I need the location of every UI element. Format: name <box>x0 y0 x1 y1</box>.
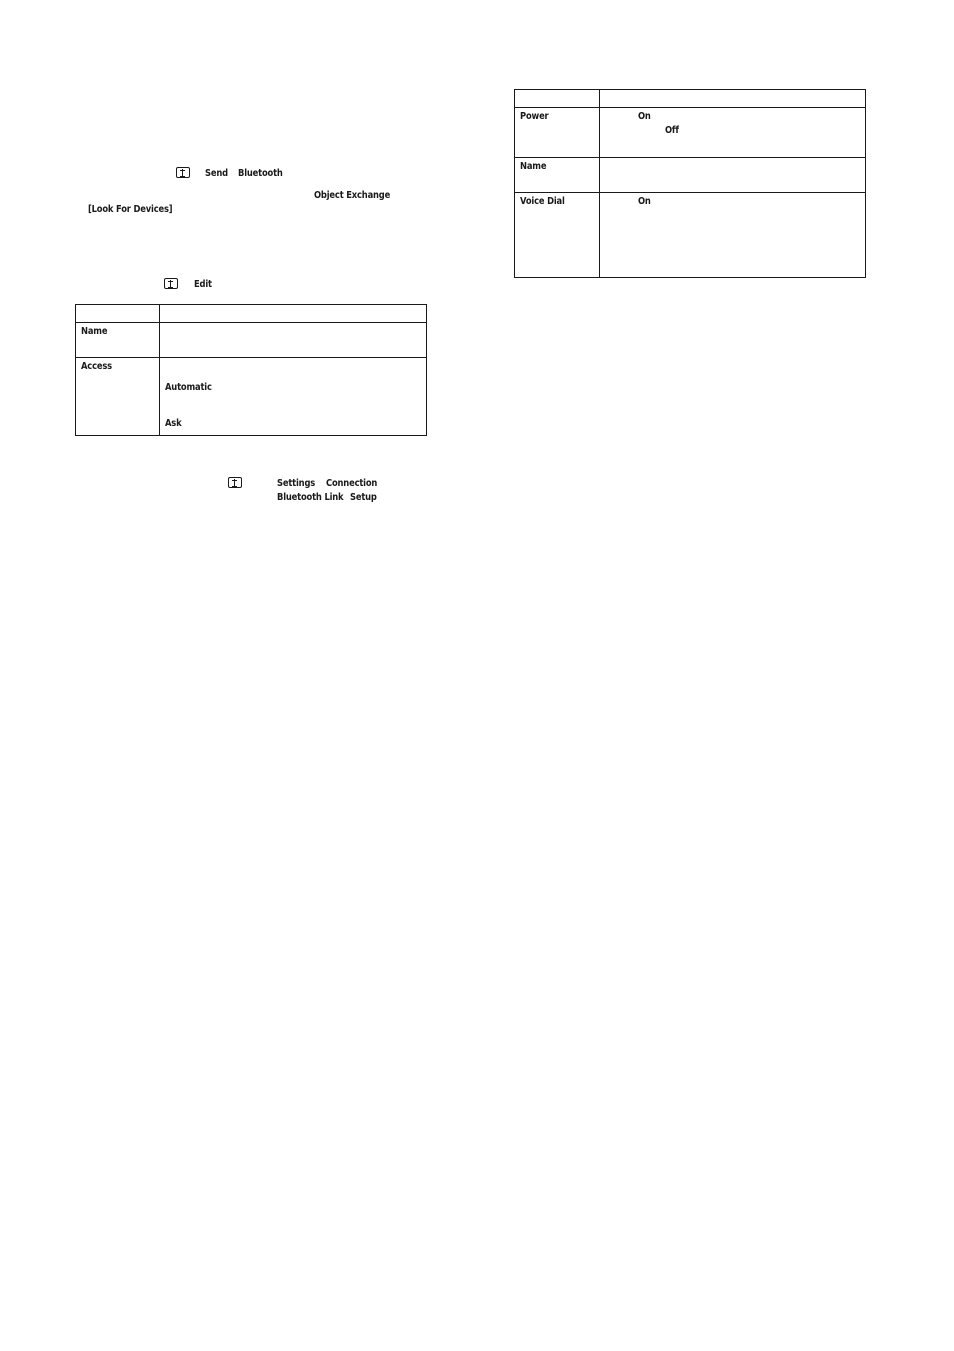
table-divider <box>75 357 427 358</box>
setup-settings-table <box>514 89 866 278</box>
access-option-automatic: Automatic <box>165 382 212 393</box>
look-for-devices-label: [Look For Devices] <box>88 204 173 215</box>
row-label-name: Name <box>520 161 547 172</box>
row-label-power: Power <box>520 111 549 122</box>
device-settings-table <box>75 304 427 436</box>
send-label: Send <box>205 168 228 179</box>
power-option-on: On <box>638 111 651 122</box>
table-divider <box>159 304 160 436</box>
setup-label: Setup <box>350 492 377 503</box>
table-divider <box>514 107 866 108</box>
object-exchange-label: Object Exchange <box>314 190 391 201</box>
edit-label: Edit <box>194 279 212 290</box>
table-divider <box>75 322 427 323</box>
voice-dial-option-on: On <box>638 196 651 207</box>
table-divider <box>514 192 866 193</box>
table-divider <box>599 89 600 278</box>
power-option-off: Off <box>665 125 679 136</box>
bluetooth-link-label: Bluetooth Link <box>277 492 344 503</box>
table-divider <box>514 157 866 158</box>
row-label-voice-dial: Voice Dial <box>520 196 565 207</box>
settings-label: Settings <box>277 478 316 489</box>
row-label-access: Access <box>81 361 112 372</box>
connection-label: Connection <box>326 478 378 489</box>
row-label-name: Name <box>81 326 108 337</box>
bluetooth-label: Bluetooth <box>238 168 283 179</box>
menu-key-icon <box>176 167 190 178</box>
menu-key-icon <box>164 278 178 289</box>
access-option-ask: Ask <box>165 418 182 429</box>
menu-key-icon <box>228 477 242 488</box>
